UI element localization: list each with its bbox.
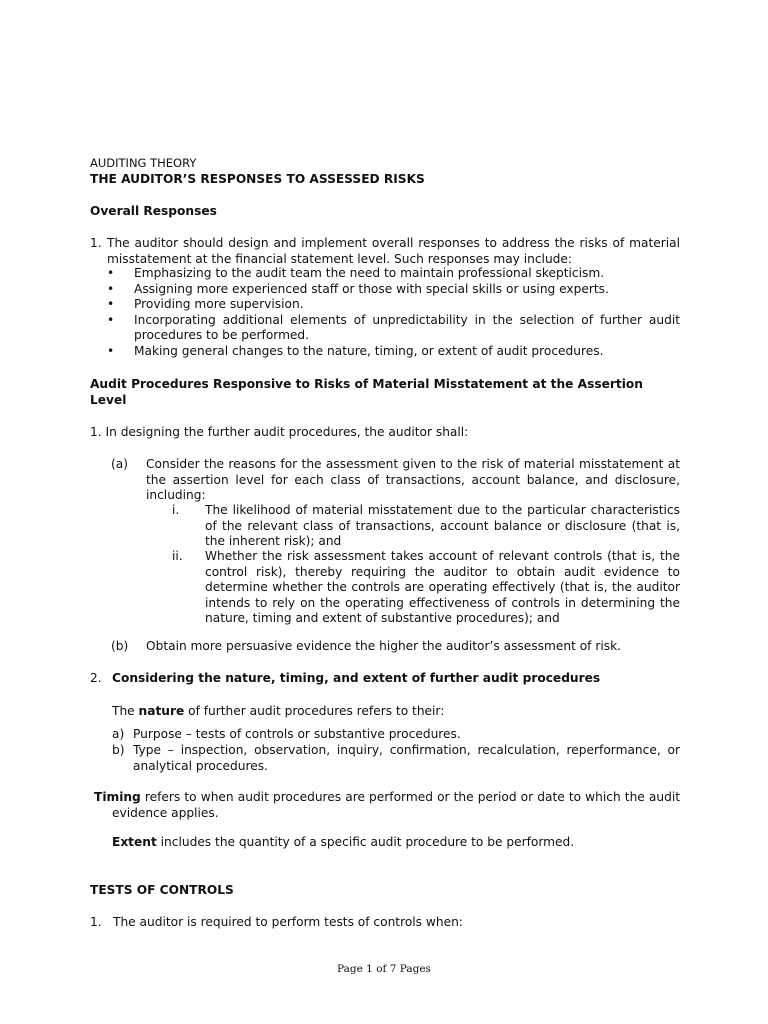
item-number: 1. xyxy=(90,236,102,250)
timing-paragraph: Timing refers to when audit procedures are performed or the period or date to which the audit evidence applies. xyxy=(94,790,680,820)
item-number: 2. xyxy=(90,671,102,685)
nature-item-a-text: Purpose – tests of controls or substantive procedures. xyxy=(133,727,461,741)
bullet-icon: • xyxy=(107,297,115,311)
list-item: • Incorporating additional elements of unpredictability in the selection of further audit procedures to be performed. xyxy=(107,312,680,342)
item-label: b) xyxy=(112,743,125,757)
bullet-icon: • xyxy=(107,281,115,296)
item-label: (b) xyxy=(111,639,129,653)
bullet-icon: • xyxy=(107,343,115,358)
item-label: ii. xyxy=(172,549,183,563)
item-label: a) xyxy=(112,727,125,741)
page-footer: Page 1 of 7 Pages xyxy=(337,963,431,975)
assertion-item-a-text: Consider the reasons for the assessment given to the risk of material misstatement at the assertion level for each class of transactions, account balance, and disclosure, including: xyxy=(146,457,680,502)
bullet-icon: • xyxy=(107,266,115,280)
item-label: (a) xyxy=(111,457,128,471)
timing-term: Timing xyxy=(94,790,141,804)
list-item: • Making general changes to the nature, timing, or extent of audit procedures. xyxy=(107,343,604,358)
list-item: • Emphasizing to the audit team the need to maintain professional skepticism. xyxy=(107,266,605,280)
assertion-heading: Audit Procedures Responsive to Risks of Material Misstatement at the Assertion Level xyxy=(90,377,643,407)
overall-item-1-text: The auditor should design and implement overall responses to address the risks of material misstatement at the financial statement level. Such responses may include: xyxy=(107,236,680,266)
overall-responses-heading: Overall Responses xyxy=(90,204,217,218)
assertion-item-i-text: The likelihood of material misstatement due to the particular characteristics of the relevant class of transactions, account balance or disclosure (that is, the inherent risk); and xyxy=(205,503,680,548)
overall-bullet-list xyxy=(107,266,680,359)
nature-term: nature xyxy=(138,704,185,718)
tests-of-controls-heading: TESTS OF CONTROLS xyxy=(90,883,234,897)
nature-item-b-text: Type – inspection, observation, inquiry, confirmation, recalculation, reperformance, or analytical procedures. xyxy=(133,743,680,773)
bullet-icon: • xyxy=(107,312,115,327)
toc-item-1-text: The auditor is required to perform tests of controls when: xyxy=(113,915,463,929)
extent-paragraph: Extent includes the quantity of a specific audit procedure to be performed. xyxy=(112,835,575,849)
assertion-item-1: 1. In designing the further audit procedures, the auditor shall: xyxy=(90,425,469,439)
assertion-item-ii-text: Whether the risk assessment takes account of relevant controls (that is, the control risk), thereby requiring the auditor to obtain audit evidence to determine whether the controls are operating effectively (that is, the auditor intends to rely on the operating effectiveness of controls in determining the nature, timing and extent of substantive procedures); and xyxy=(205,549,680,625)
subject-label: AUDITING THEORY xyxy=(90,156,197,170)
list-item: • Providing more supervision. xyxy=(107,297,304,311)
document-title: THE AUDITOR’S RESPONSES TO ASSESSED RISKS xyxy=(90,172,425,186)
nature-line: The nature of further audit procedures refers to their: xyxy=(112,704,445,718)
nte-heading: Considering the nature, timing, and extent of further audit procedures xyxy=(112,671,601,685)
assertion-item-b-text: Obtain more persuasive evidence the higher the auditor’s assessment of risk. xyxy=(146,639,622,653)
item-label: i. xyxy=(172,503,180,517)
list-item: • Assigning more experienced staff or those with special skills or using experts. xyxy=(107,281,609,296)
extent-term: Extent xyxy=(112,835,157,849)
item-number: 1. xyxy=(90,915,102,929)
